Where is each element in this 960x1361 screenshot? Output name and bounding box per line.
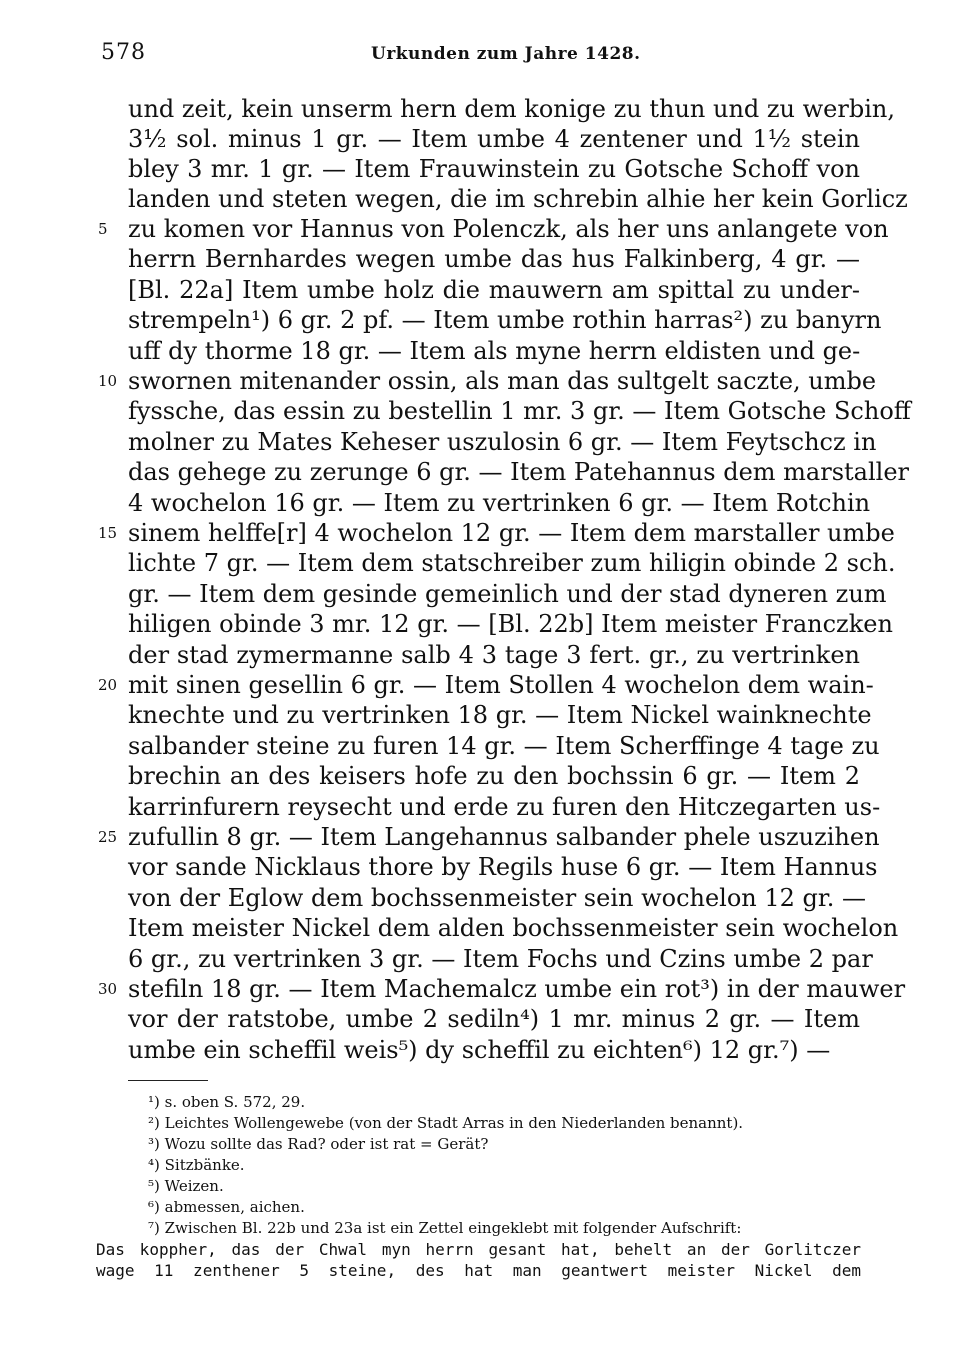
body-line: von der Eglow dem bochssenmeister sein wochelon 12 gr. — [128, 884, 867, 912]
page-number: 578 [101, 40, 146, 65]
body-line: brechin an des keisers hofe zu den bochssin 6 gr. — Item 2 [128, 762, 860, 790]
body-line: 3½ sol. minus 1 gr. — Item umbe 4 zentener und 1½ stein [128, 125, 860, 153]
line-number: 20 [98, 676, 118, 694]
body-line: karrinfurern reysecht und erde zu furen den Hitczegarten us- [128, 793, 881, 821]
body-line: bley 3 mr. 1 gr. — Item Frauwinstein zu Gotsche Schoff von [128, 155, 860, 183]
body-line: strempeln¹) 6 gr. 2 pf. — Item umbe rothin harras²) zu banyrn [128, 306, 882, 334]
footnote: ¹) s. oben S. 572, 29. [148, 1093, 306, 1111]
body-line: lichte 7 gr. — Item dem statschreiber zum hiligin obinde 2 sch. [128, 549, 896, 577]
body-line: landen und steten wegen, die im schrebin alhie her kein Gorlicz [128, 185, 908, 213]
body-line: 6 gr., zu vertrinken 3 gr. — Item Fochs und Czins umbe 2 par [128, 945, 873, 973]
body-line: fyssche, das essin zu bestellin 1 mr. 3 gr. — Item Gotsche Schoff [128, 397, 911, 425]
body-line: vor sande Nicklaus thore by Regils huse 6 gr. — Item Hannus [128, 853, 878, 881]
body-line: vor der ratstobe, umbe 2 sediln⁴) 1 mr. minus 2 gr. — Item [128, 1005, 860, 1033]
body-line: molner zu Mates Keheser uszulosin 6 gr. — Item Feytschcz in [128, 428, 877, 456]
body-line: umbe ein scheffil weis⁵) dy scheffil zu eichten⁶) 12 gr.⁷) — [128, 1036, 831, 1064]
body-line: uff dy thorme 18 gr. — Item als myne herrn eldisten und ge- [128, 337, 861, 365]
body-line: das gehege zu zerunge 6 gr. — Item Patehannus dem marstaller [128, 458, 909, 486]
body-line: Item meister Nickel dem alden bochssenmeister sein wochelon [128, 914, 899, 942]
line-number: 15 [98, 524, 118, 542]
body-line: der stad zymermanne salb 4 3 tage 3 fert. gr., zu vertrinken [128, 641, 860, 669]
footnote: ⁵) Weizen. [148, 1177, 224, 1195]
footnote: ⁶) abmessen, aichen. [148, 1198, 305, 1216]
body-line: herrn Bernhardes wegen umbe das hus Falkinberg, 4 gr. — [128, 245, 860, 273]
footnote-transcription-line: Das koppher, das der Chwal myn herrn gesant hat, behelt an der Gorlitczer [96, 1240, 861, 1259]
footnote-transcription-line: wage 11 zenthener 5 steine, des hat man geantwert meister Nickel dem [96, 1261, 861, 1280]
body-line: zufullin 8 gr. — Item Langehannus salbander phele uszuzihen [128, 823, 880, 851]
footnote: ⁴) Sitzbänke. [148, 1156, 245, 1174]
body-line: stefiln 18 gr. — Item Machemalcz umbe ein rot³) in der mauwer [128, 975, 906, 1003]
body-line: hiligen obinde 3 mr. 12 gr. — [Bl. 22b] Item meister Franczken [128, 610, 893, 638]
body-line: zu komen vor Hannus von Polenczk, als her uns anlangete von [128, 215, 889, 243]
line-number: 25 [98, 828, 118, 846]
body-line: salbander steine zu furen 14 gr. — Item Scherffinge 4 tage zu [128, 732, 880, 760]
body-line: 4 wochelon 16 gr. — Item zu vertrinken 6 gr. — Item Rotchin [128, 489, 871, 517]
running-title: Urkunden zum Jahre 1428. [371, 44, 641, 64]
body-line: gr. — Item dem gesinde gemeinlich und der stad dyneren zum [128, 580, 887, 608]
body-line: und zeit, kein unserm hern dem konige zu thun und zu werbin, [128, 95, 895, 123]
line-number: 5 [98, 220, 108, 238]
footnote: ⁷) Zwischen Bl. 22b und 23a ist ein Zettel eingeklebt mit folgender Aufschrift: [148, 1219, 742, 1237]
body-line: mit sinen gesellin 6 gr. — Item Stollen 4 wochelon dem wain- [128, 671, 874, 699]
body-line: sinem helffe[r] 4 wochelon 12 gr. — Item dem marstaller umbe [128, 519, 895, 547]
line-number: 30 [98, 980, 118, 998]
footnote: ³) Wozu sollte das Rad? oder ist rat = Gerät? [148, 1135, 489, 1153]
body-line: knechte und zu vertrinken 18 gr. — Item Nickel wainknechte [128, 701, 872, 729]
body-line: swornen mitenander ossin, als man das sultgelt saczte, umbe [128, 367, 877, 395]
line-number: 10 [98, 372, 118, 390]
body-line: [Bl. 22a] Item umbe holz die mauwern am spittal zu under- [128, 276, 860, 304]
footnote-separator [128, 1080, 208, 1081]
footnote: ²) Leichtes Wollengewebe (von der Stadt Arras in den Niederlanden benannt). [148, 1114, 744, 1132]
